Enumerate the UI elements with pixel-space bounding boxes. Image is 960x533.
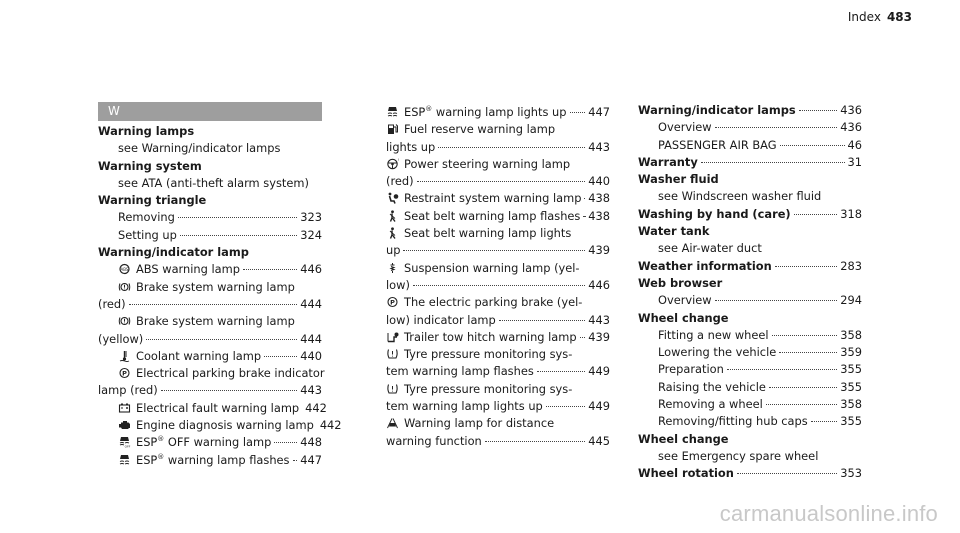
page-ref: 439 xyxy=(588,329,610,344)
page-ref: 443 xyxy=(588,312,610,327)
index-entry[interactable]: P Electrical parking brake indicator xyxy=(98,365,322,382)
entry-title: Warning/indicator lamp xyxy=(98,245,249,260)
index-entry-continued[interactable]: (yellow) 444 xyxy=(98,331,322,348)
index-column-1 xyxy=(98,102,342,469)
index-entry[interactable]: Lowering the vehicle 359 xyxy=(638,344,862,361)
page-header xyxy=(848,10,912,24)
header-label: Index xyxy=(847,10,881,24)
page-ref: 449 xyxy=(588,364,610,379)
page-ref: 436 xyxy=(840,103,862,117)
index-entry[interactable]: Wheel rotation 353 xyxy=(638,465,862,482)
index-entry[interactable]: Setting up 324 xyxy=(98,227,322,244)
page-ref: 449 xyxy=(588,399,610,414)
page-ref: 446 xyxy=(588,277,610,292)
index-entry[interactable]: Suspension warning lamp (yel- xyxy=(386,260,610,277)
parking-brake-icon xyxy=(386,296,399,308)
page-ref: 355 xyxy=(840,362,862,377)
page-ref: 323 xyxy=(300,210,322,225)
see-reference[interactable]: see Air-water duct xyxy=(658,241,762,256)
index-entry-continued[interactable]: low) 446 xyxy=(386,277,610,294)
page-ref: 443 xyxy=(588,139,610,154)
page-ref: 294 xyxy=(840,293,862,308)
index-entry[interactable]: P The electric parking brake (yel- xyxy=(386,294,610,311)
index-entry[interactable]: PASSENGER AIR BAG 46 xyxy=(638,137,862,154)
index-entry[interactable]: Seat belt warning lamp lights xyxy=(386,225,610,242)
index-entry-continued[interactable]: lamp (red) 443 xyxy=(98,382,322,399)
index-column-2 xyxy=(386,104,610,450)
page-ref: 448 xyxy=(300,435,322,450)
tyre-pressure-icon xyxy=(386,348,399,360)
esp-icon xyxy=(386,106,399,118)
index-entry-continued[interactable]: up 439 xyxy=(386,242,610,259)
page-ref: 46 xyxy=(847,137,862,152)
coolant-icon xyxy=(118,350,131,362)
index-entry[interactable]: Seat belt warning lamp flashes 438 xyxy=(386,208,610,225)
abs-warning-icon xyxy=(118,263,131,275)
brake-warning-icon xyxy=(118,315,131,327)
seat-belt-icon xyxy=(386,227,399,239)
index-entry[interactable]: Warranty 31 xyxy=(638,154,862,171)
see-reference[interactable]: see Windscreen washer fluid xyxy=(658,189,822,204)
index-entry[interactable]: Restraint system warning lamp 438 xyxy=(386,190,610,207)
page-ref: 445 xyxy=(588,433,610,448)
entry-title: Web browser xyxy=(638,275,723,290)
index-entry[interactable]: Fitting a new wheel 358 xyxy=(638,327,862,344)
index-entry[interactable]: Engine diagnosis warning lamp 442 xyxy=(98,417,322,434)
airbag-icon xyxy=(386,192,399,204)
index-entry[interactable]: Tyre pressure monitoring sys- xyxy=(386,381,610,398)
index-entry[interactable]: Overview 294 xyxy=(638,292,862,309)
page-ref: 355 xyxy=(840,414,862,429)
index-entry[interactable]: Coolant warning lamp 440 xyxy=(98,348,322,365)
page-ref: 446 xyxy=(300,262,322,277)
index-entry[interactable]: Removing a wheel 358 xyxy=(638,396,862,413)
page-ref: 355 xyxy=(840,379,862,394)
section-letter-bar: W xyxy=(98,102,322,121)
page-ref: 447 xyxy=(300,452,322,467)
page-ref: 31 xyxy=(847,154,862,169)
index-entry[interactable]: Removing 323 xyxy=(98,209,322,226)
index-entry[interactable]: Trailer tow hitch warning lamp 439 xyxy=(386,329,610,346)
see-reference[interactable]: see Emergency spare wheel xyxy=(658,448,819,463)
see-reference[interactable]: see ATA (anti-theft alarm system) xyxy=(118,175,309,190)
entry-title: Wheel change xyxy=(638,310,729,325)
battery-icon xyxy=(118,402,131,414)
page-ref: 438 xyxy=(588,208,610,223)
index-entry-continued[interactable]: warning function 445 xyxy=(386,433,610,450)
page-ref: 442 xyxy=(305,400,327,415)
entry-title: Warning system xyxy=(98,158,202,173)
page-ref: 359 xyxy=(840,345,862,360)
index-entry[interactable]: Washing by hand (care) 318 xyxy=(638,206,862,223)
parking-brake-icon xyxy=(118,367,131,379)
svg-text:P: P xyxy=(122,369,127,378)
entry-title: Warning lamps xyxy=(98,124,195,138)
index-entry[interactable]: ! Power steering warning lamp xyxy=(386,156,610,173)
page-ref: 444 xyxy=(300,296,322,311)
svg-text:P: P xyxy=(390,298,395,307)
page-ref: 444 xyxy=(300,331,322,346)
page-ref: 353 xyxy=(840,466,862,481)
index-entry[interactable]: Weather information 283 xyxy=(638,258,862,275)
index-entry-continued[interactable]: (red) 444 xyxy=(98,296,322,313)
page-ref: 440 xyxy=(588,174,610,189)
page-ref: 283 xyxy=(840,258,862,273)
entry-title: Wheel change xyxy=(638,431,729,446)
page-ref: 318 xyxy=(840,206,862,221)
page-number: 483 xyxy=(886,10,912,24)
see-reference[interactable]: see Warning/indicator lamps xyxy=(118,141,281,156)
index-entry[interactable]: ABS ABS warning lamp 446 xyxy=(98,261,322,278)
page-ref: 324 xyxy=(300,227,322,242)
svg-text:ABS: ABS xyxy=(120,267,129,273)
esp-icon xyxy=(118,454,131,466)
index-entry[interactable]: Removing/fitting hub caps 355 xyxy=(638,413,862,430)
index-entry-continued[interactable]: low) indicator lamp 443 xyxy=(386,312,610,329)
index-entry[interactable]: Fuel reserve warning lamp xyxy=(386,121,610,138)
entry-title: Water tank xyxy=(638,224,710,239)
index-entry-continued[interactable]: (red) 440 xyxy=(386,173,610,190)
entry-title: Washer fluid xyxy=(638,172,719,187)
distance-warning-icon xyxy=(386,417,399,429)
svg-text:OFF: OFF xyxy=(124,444,131,449)
page-ref: 442 xyxy=(319,418,342,433)
index-entry[interactable]: Warning lamp for distance xyxy=(386,415,610,432)
seat-belt-icon xyxy=(386,210,399,222)
trailer-hitch-icon xyxy=(386,331,399,343)
entry-title: Warning triangle xyxy=(98,193,207,208)
index-entry[interactable]: Tyre pressure monitoring sys- xyxy=(386,346,610,363)
index-entry[interactable]: OFF ESP® OFF warning lamp 448 xyxy=(98,434,322,451)
page-ref: 438 xyxy=(588,191,610,206)
brake-warning-icon xyxy=(118,281,131,293)
page-ref: 447 xyxy=(588,105,610,119)
index-entry-continued[interactable]: lights up 443 xyxy=(386,139,610,156)
watermark: carmanualsonline.info xyxy=(719,501,938,526)
page-ref: 443 xyxy=(300,383,322,398)
page-ref: 358 xyxy=(840,327,862,342)
index-entry[interactable]: Warning/indicator lamps 436 xyxy=(638,102,862,119)
index-entry[interactable]: Brake system warning lamp xyxy=(98,279,322,296)
tyre-pressure-icon xyxy=(386,383,399,395)
index-entry-continued[interactable]: tem warning lamp lights up 449 xyxy=(386,398,610,415)
index-entry-continued[interactable]: tem warning lamp flashes 449 xyxy=(386,363,610,380)
index-entry[interactable]: ESP® warning lamp lights up 447 xyxy=(386,104,610,121)
index-entry[interactable]: Raising the vehicle 355 xyxy=(638,379,862,396)
esp-off-icon xyxy=(118,436,131,448)
index-entry[interactable]: Brake system warning lamp xyxy=(98,313,322,330)
index-entry[interactable]: Overview 436 xyxy=(638,119,862,136)
index-entry[interactable]: Preparation 355 xyxy=(638,361,862,378)
suspension-icon xyxy=(386,262,399,274)
page-ref: 358 xyxy=(840,397,862,412)
steering-wheel-icon xyxy=(386,158,399,170)
page-ref: 436 xyxy=(840,120,862,135)
page-ref: 439 xyxy=(588,243,610,258)
svg-text:!: ! xyxy=(397,157,400,162)
engine-icon xyxy=(118,419,131,431)
index-column-3 xyxy=(638,102,862,483)
index-entry[interactable]: Electrical fault warning lamp 442 xyxy=(98,400,322,417)
index-entry[interactable]: ESP® warning lamp flashes 447 xyxy=(98,452,322,469)
page-ref: 440 xyxy=(300,348,322,363)
fuel-icon xyxy=(386,123,399,135)
